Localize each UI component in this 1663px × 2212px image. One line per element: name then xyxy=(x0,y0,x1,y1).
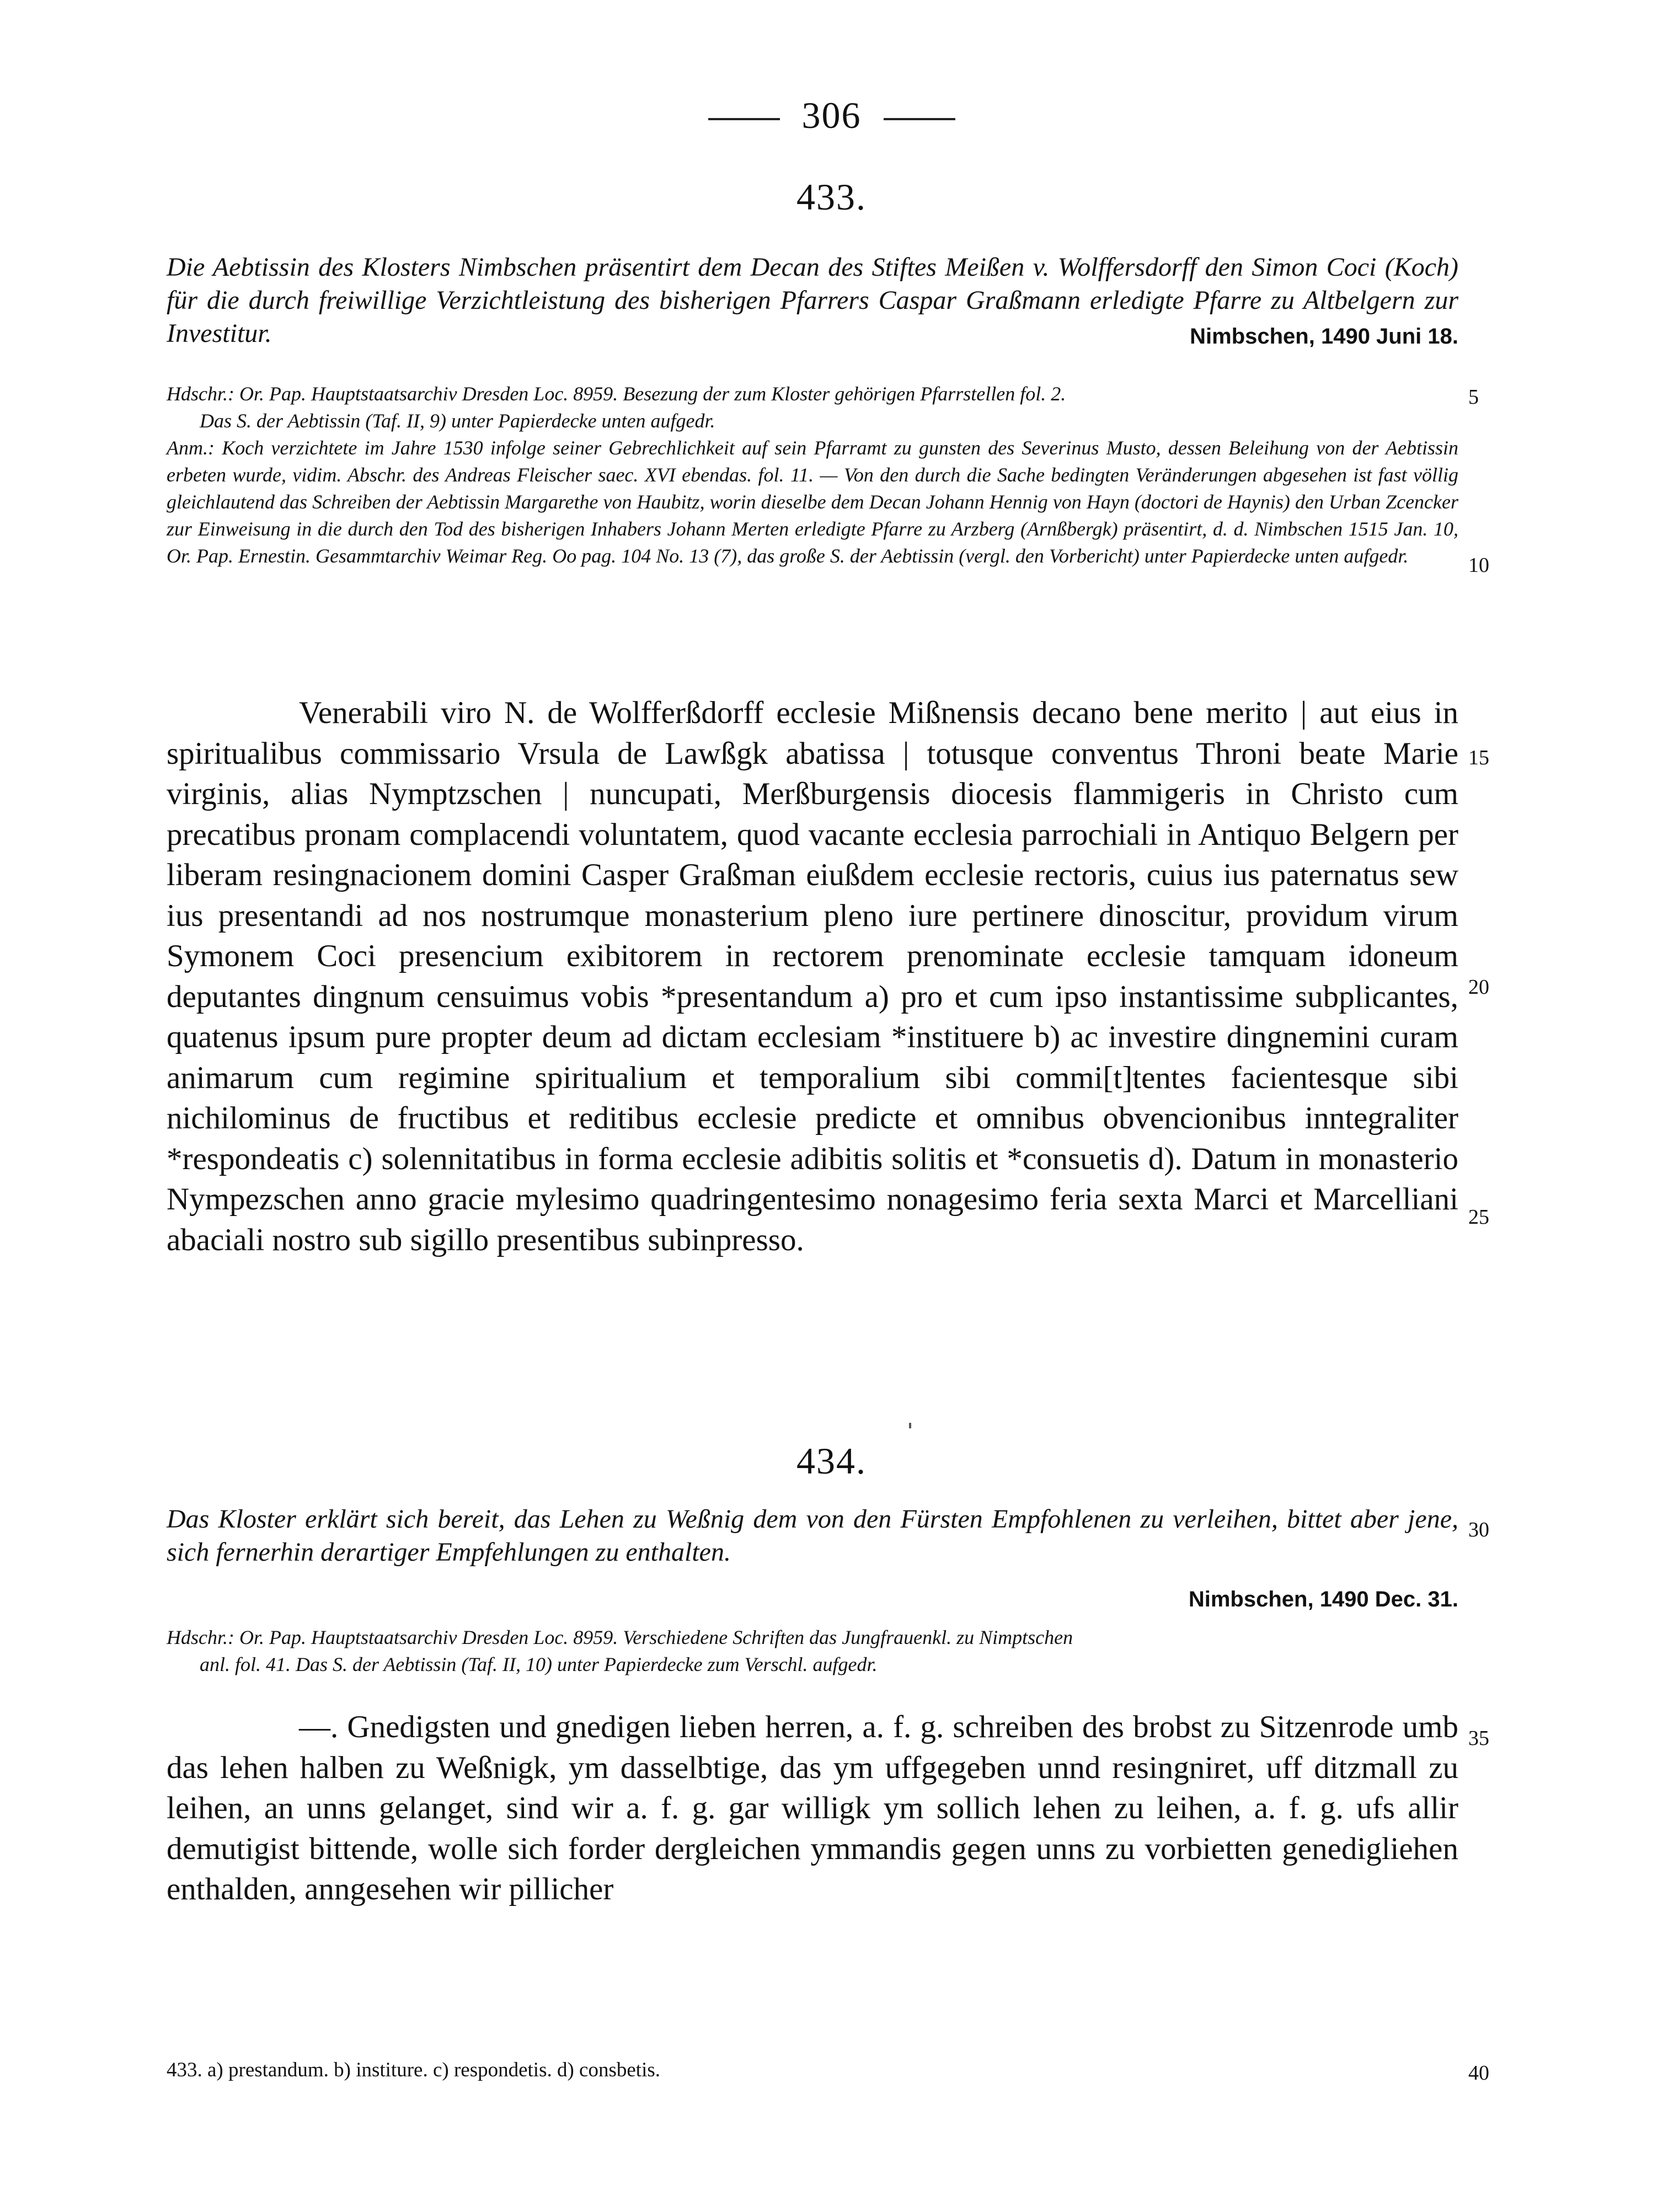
manuscript-notes-433 xyxy=(167,381,1458,570)
hdschr-434-line-1: Hdschr.: Or. Pap. Hauptstaatsarchiv Dresden Loc. 8959. Verschiedene Schriften das Jungfrauenkl. zu Nimptschen xyxy=(167,1626,1073,1648)
line-number: 15 xyxy=(1468,746,1489,769)
footnotes xyxy=(167,2057,1458,2084)
place-date-434-row xyxy=(167,1587,1458,1612)
letter-433-paragraph: Venerabili viro N. de Wolfferßdorff ecclesie Mißnensis decano bene merito | aut eius in spiritualibus commissario Vrsula de Lawßgk abatissa | totusque conventus Throni beate Marie virginis, alias Nymptzschen | nuncupati, Merßburgensis diocesis flammigeris in Christo cum precatibus pronam complacendi voluntatem, quod vacante ecclesia parrochiali in Antiquo Belgern per liberam resingnacionem domini Casper Graßman eiußdem ecclesie rectoris, cuius ius paternatus sew ius presentandi ad nos nostrumque monasterium pleno iure pertinere dinoscitur, providum virum Symonem Coci presencium exibitorem in rectorem prenominate ecclesie tamquam idoneum deputantes dingnum censuimus vobis *presentandum a) pro et cum ipso instantissime subplicantes, quatenus ipsum pure propter deum ad dictam ecclesiam *instituere b) ac investire dingnemini curam animarum cum regimine spiritualium et temporalium sibi commi[t]tentes facientesque sibi nichilominus de fructibus et reditibus ecclesie predicte et omnibus obvencionibus inntegraliter *respondeatis c) solennitatibus in forma ecclesie adibitis solitis et *consuetis d). Datum in monasterio Nympezschen anno gracie mylesimo quadringentesimo nonagesimo feria sexta Marci et Marcelliani abaciali nostro sub sigillo presentibus subinpresso. xyxy=(167,695,1458,1257)
letter-text-433 xyxy=(167,693,1458,1260)
regest-434 xyxy=(167,1503,1458,1569)
line-number: 25 xyxy=(1468,1206,1489,1229)
printer-mark xyxy=(909,1423,911,1428)
header-dash-left xyxy=(708,118,780,120)
letter-434-paragraph: —. Gnedigsten und gnedigen lieben herren, a. f. g. schreiben des brobst zu Sitzenrode umb das lehen halben zu Weßnigk, ym dasselbtige, das ym uffgegeben unnd resingniret, uff ditzmall zu leihen, an unns gelanget, sind wir a. f. g. gar willigk ym sollich lehen zu leihen, a. f. g. ufs allir demutigist bittende, wolle sich forder dergleichen ymmandis gegen unns zu vorbietten genedigliehen enthalden, anngesehen wir pillicher xyxy=(167,1710,1458,1906)
line-number: 20 xyxy=(1468,976,1489,999)
hdschr-434-line-2: anl. fol. 41. Das S. der Aebtissin (Taf. II, 10) unter Papierdecke zum Verschl. aufgedr. xyxy=(200,1653,878,1675)
hdschr-433-line-1: Hdschr.: Or. Pap. Hauptstaatsarchiv Dresden Loc. 8959. Besezung der zum Kloster gehörigen Pfarrstellen fol. 2. xyxy=(167,383,1066,405)
manuscript-notes-434 xyxy=(167,1624,1458,1678)
page-number: 306 xyxy=(801,94,862,136)
line-number: 10 xyxy=(1468,554,1489,577)
footnote-433: 433. a) prestandum. b) institure. c) respondetis. d) consbetis. xyxy=(167,2059,660,2081)
annotation-433: Anm.: Koch verzichtete im Jahre 1530 infolge seiner Gebrechlichkeit auf sein Pfarramt zu gunsten des Severinus Musto, dessen Beleihung von der Aebtissin erbeten wurde, vidim. Abschr. des Andreas Fleischer saec. XVI ebendas. fol. 11. — Von den durch die Sache bedingten Veränderungen abgesehen ist fast völlig gleichlautend das Schreiben der Aebtissin Margarethe von Haubitz, worin dieselbe dem Decan Johann Hennig von Hayn (doctori de Haynis) den Urban Zcencker zur Einweisung in die durch den Tod des bisherigen Inhabers Johann Merten erledigte Pfarre zu Arzberg (Arnßbergk) präsentirt, d. d. Nimbschen 1515 Jan. 10, Or. Pap. Ernestin. Gesammtarchiv Weimar Reg. Oo pag. 104 No. 13 (7), das große S. der Aebtissin (vergl. den Vorbericht) unter Papierdecke unten aufgedr. xyxy=(167,437,1458,567)
place-date-433: Nimbschen, 1490 Juni 18. xyxy=(1190,324,1458,349)
document-number-433: 433. xyxy=(796,176,867,218)
line-number: 30 xyxy=(1468,1518,1489,1541)
regest-433-text: Die Aebtissin des Klosters Nimbschen präsentirt dem Decan des Stiftes Meißen v. Wolffersdorff den Simon Coci (Koch) für die durch freiwillige Verzichtleistung des bisherigen Pfarrers Caspar Graßmann erledigte Pfarre zu Altbelgern zur Investitur. xyxy=(167,253,1458,348)
hdschr-433-line-2: Das S. der Aebtissin (Taf. II, 9) unter Papierdecke unten aufgedr. xyxy=(200,410,715,432)
document-number-434: 434. xyxy=(796,1440,867,1482)
page-header xyxy=(0,94,1663,137)
line-number: 35 xyxy=(1468,1727,1489,1750)
header-dash-right xyxy=(884,118,955,120)
place-date-434: Nimbschen, 1490 Dec. 31. xyxy=(1188,1587,1458,1611)
line-number: 5 xyxy=(1468,385,1479,409)
place-date-433-row xyxy=(167,324,1458,349)
line-number: 40 xyxy=(1468,2061,1489,2085)
regest-434-text: Das Kloster erklärt sich bereit, das Lehen zu Weßnig dem von den Fürsten Empfohlenen zu verleihen, bittet aber jene, sich fernerhin derartiger Empfehlungen zu enthalten. xyxy=(167,1504,1458,1567)
letter-text-434 xyxy=(167,1707,1458,1910)
